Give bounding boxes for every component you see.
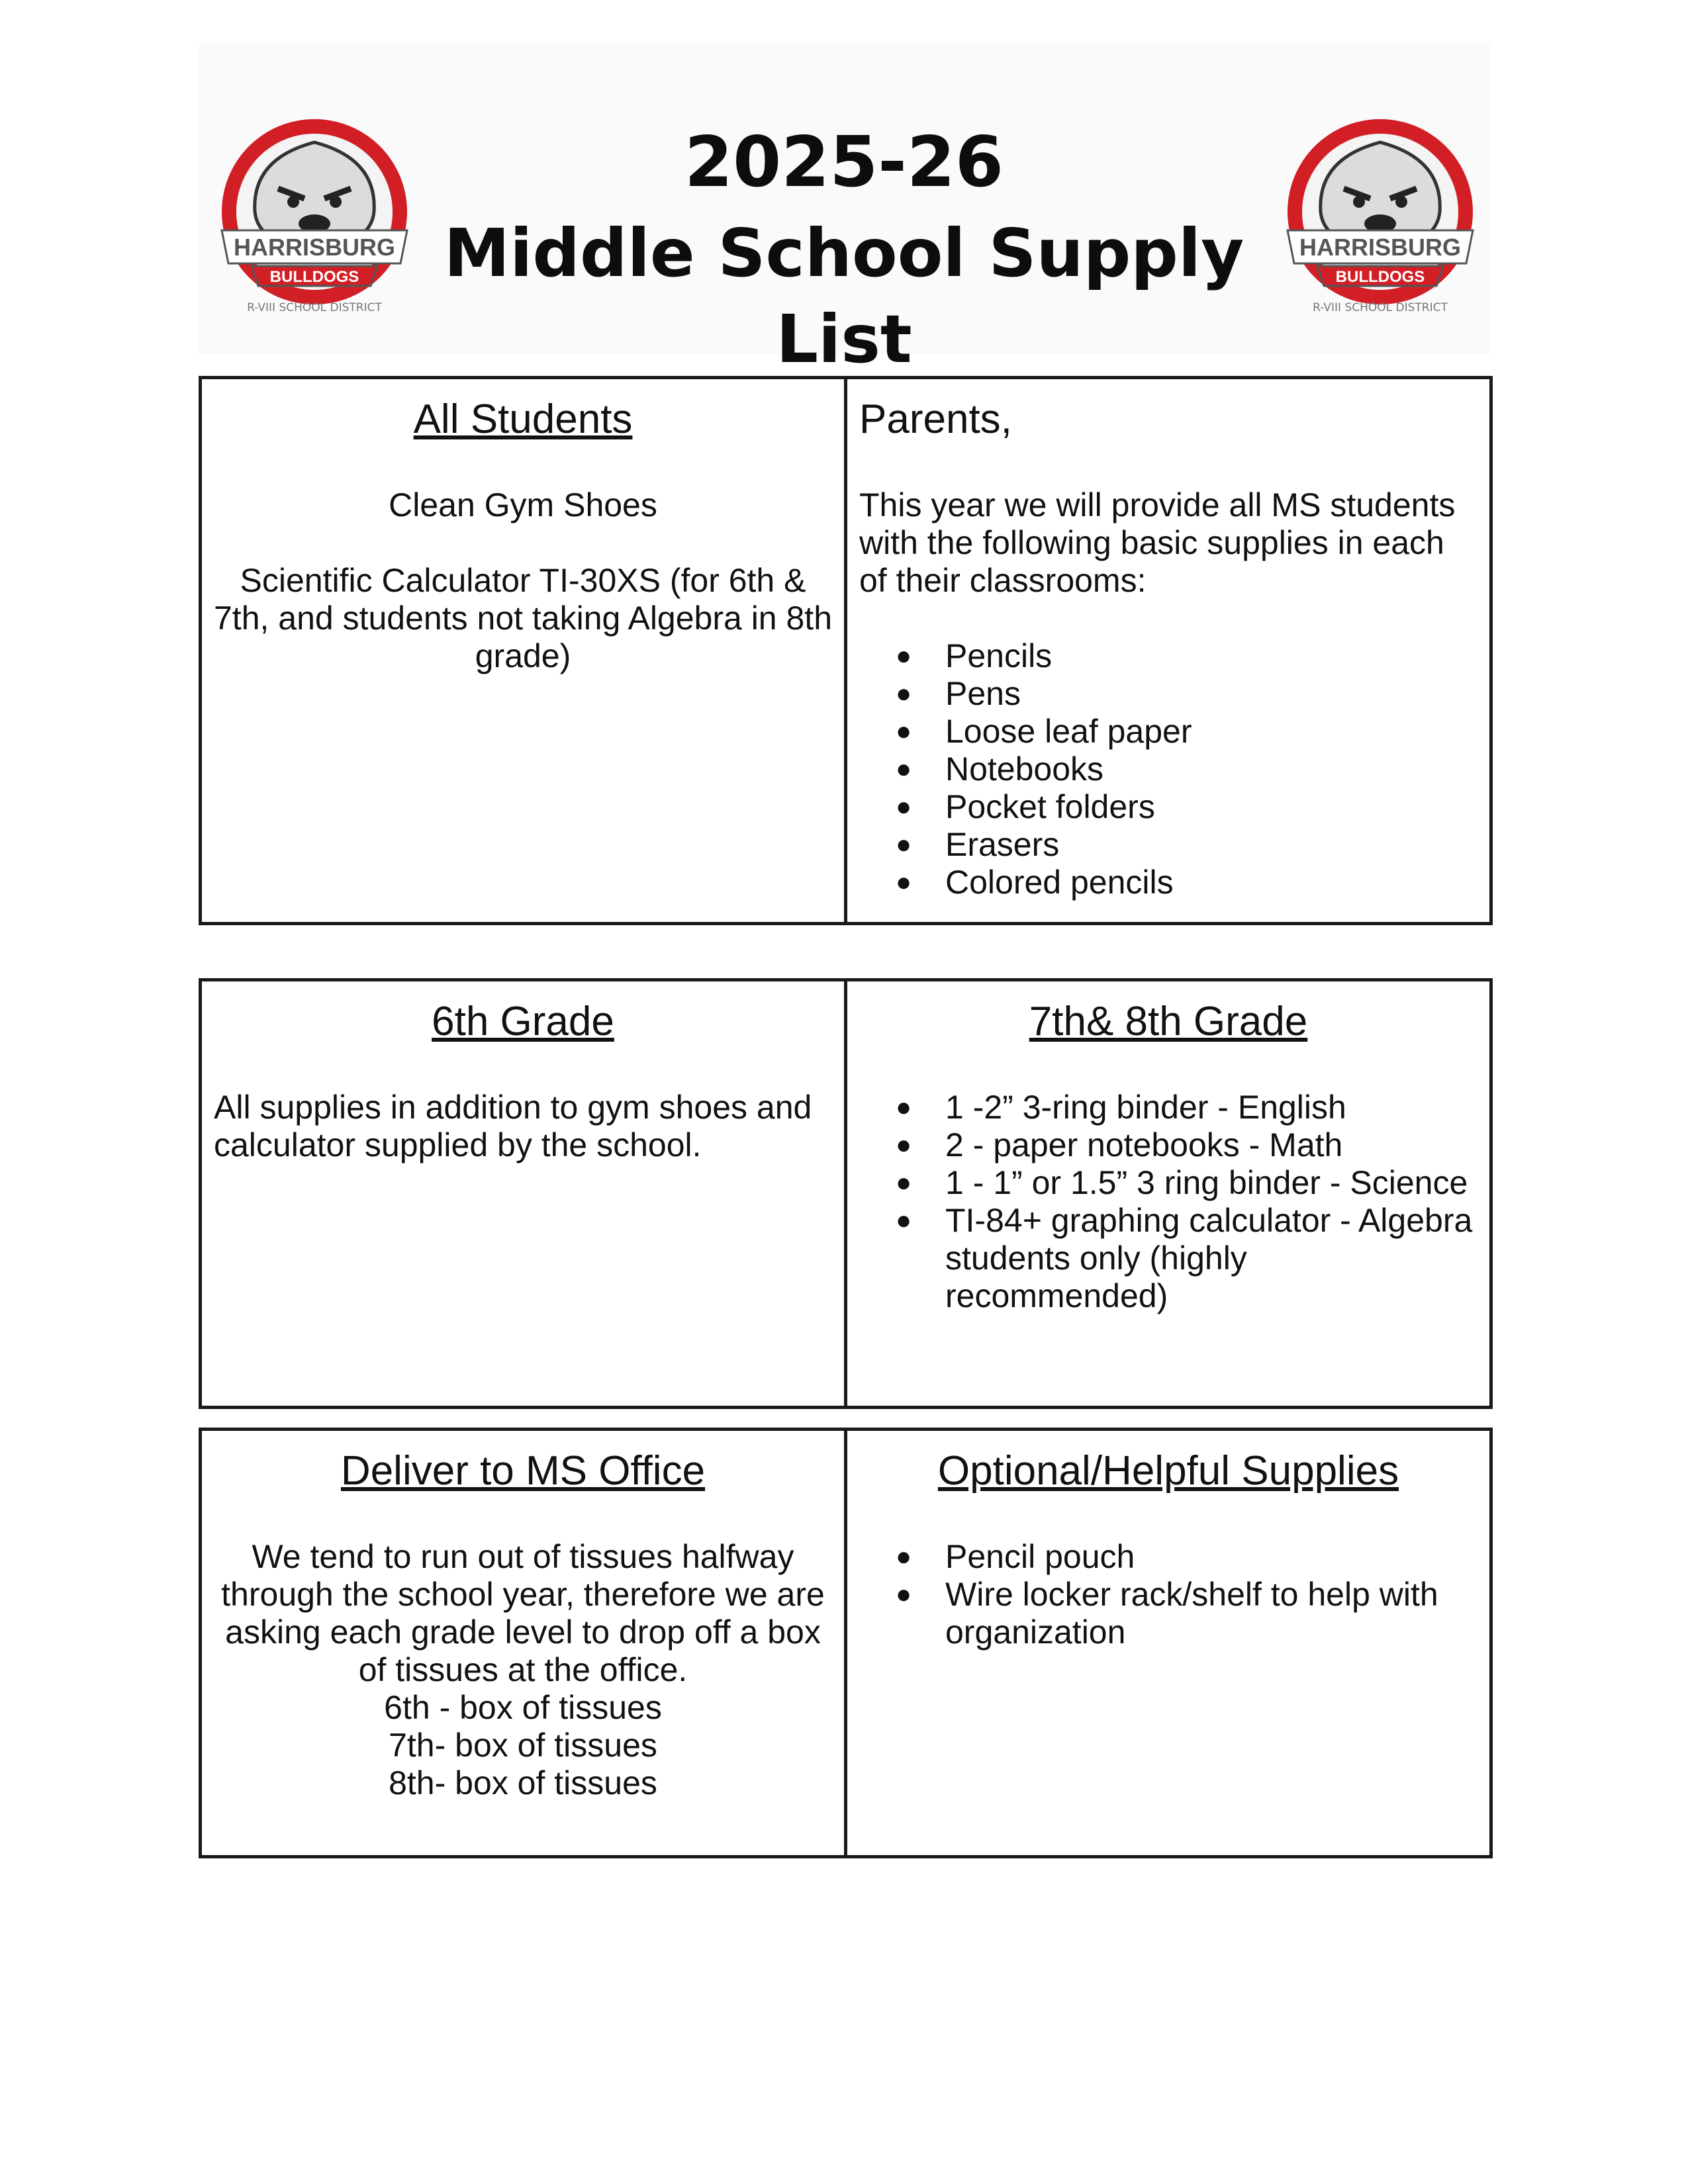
list-item: ● TI-84+ graphing calculator - Algebra students only (highly recommended) — [945, 1202, 1477, 1315]
logo-text-banner: BULLDOGS — [1335, 268, 1425, 286]
parents-intro: This year we will provide all MS students with the following basic supplies in each of their classrooms: — [859, 486, 1456, 599]
title-year: 2025-26 — [684, 122, 1004, 203]
deliver-cell — [201, 1430, 846, 1857]
seventh-eighth-grade-cell — [846, 980, 1491, 1408]
seventh-eighth-supplies-list — [859, 1089, 1477, 1315]
optional-supplies-list — [859, 1538, 1477, 1651]
parents-cell — [846, 378, 1491, 924]
page-title: Middle School Supply List — [444, 214, 1244, 378]
list-item: ● Pencils — [945, 637, 1477, 675]
all-students-heading: All Students — [413, 396, 633, 442]
list-item: ● Notebooks — [945, 751, 1477, 788]
gym-shoes-item: Clean Gym Shoes — [389, 486, 657, 523]
calculator-item: Scientific Calculator TI-30XS (for 6th & 7th, and students not taking Algebra in 8th grade) — [214, 562, 833, 674]
tissues-line: 8th- box of tissues — [389, 1764, 657, 1801]
list-item: ● Loose leaf paper — [945, 713, 1477, 751]
sixth-grade-cell — [201, 980, 846, 1408]
supply-table-row-1 — [199, 376, 1493, 925]
tissues-line: 7th- box of tissues — [389, 1727, 657, 1764]
list-item: ● Pocket folders — [945, 788, 1477, 826]
list-item: ● 2 - paper notebooks - Math — [945, 1126, 1477, 1164]
supply-table-row-2 — [199, 978, 1493, 1409]
bulldog-logo-right — [1281, 113, 1479, 324]
logo-text-top: HARRISBURG — [1299, 234, 1462, 261]
tissues-line: 6th - box of tissues — [384, 1689, 662, 1726]
parents-heading: Parents, — [859, 396, 1012, 442]
seventh-eighth-grade-heading: 7th& 8th Grade — [1029, 999, 1308, 1044]
logo-text-bottom: R-VIII SCHOOL DISTRICT — [1313, 301, 1448, 314]
provided-supplies-list — [859, 637, 1477, 901]
list-item: ● Colored pencils — [945, 864, 1477, 901]
optional-heading: Optional/Helpful Supplies — [937, 1448, 1399, 1494]
optional-cell — [846, 1430, 1491, 1857]
list-item: ● 1 - 1” or 1.5” 3 ring binder - Science — [945, 1164, 1477, 1202]
sixth-grade-heading: 6th Grade — [432, 999, 614, 1044]
deliver-text: We tend to run out of tissues halfway through the school year, therefore we are asking each grade level to drop off a box of tissues at the office. — [221, 1538, 825, 1688]
all-students-cell — [201, 378, 846, 924]
supply-table-row-3 — [199, 1428, 1493, 1858]
deliver-heading: Deliver to MS Office — [340, 1448, 706, 1494]
list-item: ● Wire locker rack/shelf to help with organization — [945, 1576, 1477, 1651]
list-item: ● Pencil pouch — [945, 1538, 1477, 1576]
logo-text-top: HARRISBURG — [233, 234, 396, 261]
list-item: ● Erasers — [945, 826, 1477, 864]
logo-text-banner: BULLDOGS — [269, 268, 359, 286]
bulldog-logo-left — [215, 113, 414, 324]
logo-text-bottom: R-VIII SCHOOL DISTRICT — [247, 301, 382, 314]
list-item: ● Pens — [945, 675, 1477, 713]
sixth-grade-text: All supplies in addition to gym shoes and calculator supplied by the school. — [214, 1089, 812, 1163]
list-item: ● 1 -2” 3-ring binder - English — [945, 1089, 1477, 1126]
